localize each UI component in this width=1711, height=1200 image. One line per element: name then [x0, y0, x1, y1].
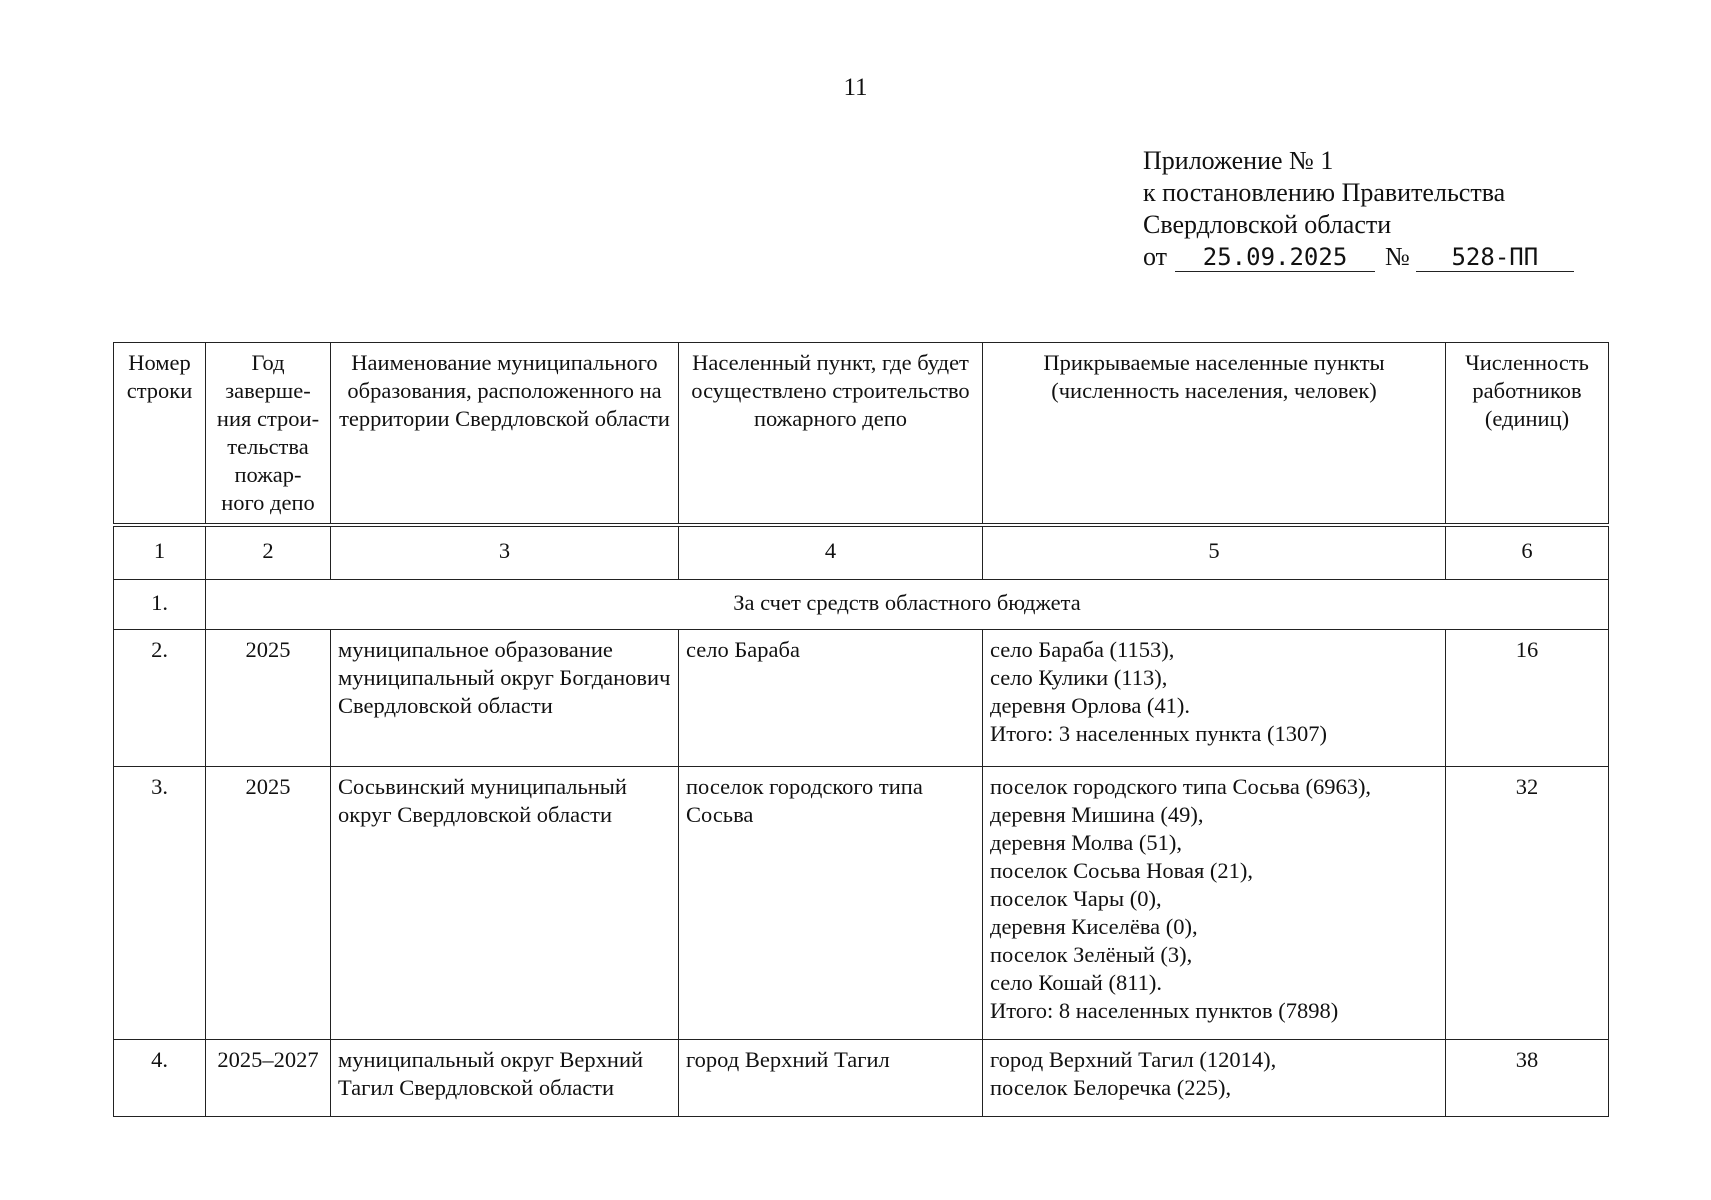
covered-settlements — [983, 630, 1446, 767]
fire-depot-table — [113, 342, 1609, 1117]
appendix-header — [1143, 145, 1574, 273]
covered-settlement-line: село Кошай (811). — [990, 970, 1162, 995]
municipality-name: муниципальный округ Верхний Тагил Свердловской области — [331, 1040, 679, 1117]
covered-settlement-line: село Бараба (1153), — [990, 637, 1175, 662]
completion-year: 2025 — [206, 630, 331, 767]
column-number: 2 — [206, 525, 331, 580]
page-number: 11 — [843, 74, 868, 101]
row-number: 2. — [114, 630, 206, 767]
table-row — [114, 630, 1609, 767]
table-row — [114, 767, 1609, 1040]
appendix-region-line: Свердловской области — [1143, 210, 1392, 239]
covered-settlement-line: деревня Киселёва (0), — [990, 914, 1198, 939]
header-construction-settlement: Населенный пункт, где будет осуществлено строительство пожарного депо — [679, 343, 983, 526]
covered-settlement-line: деревня Орлова (41). — [990, 693, 1191, 718]
header-municipality: Наименование муниципального образования, расположенного на территории Свердловской области — [331, 343, 679, 526]
column-number: 5 — [983, 525, 1446, 580]
decree-number-field: 528-ПП — [1416, 243, 1574, 272]
header-completion-year: Год заверше-ния строи-тельства пожар-ного депо — [206, 343, 331, 526]
covered-settlements — [983, 767, 1446, 1040]
column-number: 4 — [679, 525, 983, 580]
decree-date-field: 25.09.2025 — [1175, 243, 1375, 272]
covered-settlements — [983, 1040, 1446, 1117]
covered-total-line: Итого: 3 населенных пункта (1307) — [990, 721, 1327, 746]
construction-settlement: село Бараба — [679, 630, 983, 767]
section-number: 1. — [114, 580, 206, 630]
header-staff-count: Численность работников (единиц) — [1446, 343, 1609, 526]
municipality-name: муниципальное образование муниципальный округ Богданович Свердловской области — [331, 630, 679, 767]
staff-count: 38 — [1446, 1040, 1609, 1117]
covered-settlement-line: поселок Чары (0), — [990, 886, 1162, 911]
header-row — [114, 343, 1609, 526]
construction-settlement: поселок городского типа Сосьва — [679, 767, 983, 1040]
section-row — [114, 580, 1609, 630]
section-title: За счет средств областного бюджета — [206, 580, 1609, 630]
appendix-title: Приложение № 1 — [1143, 146, 1334, 175]
header-covered-settlements: Прикрываемые населенные пункты (численность населения, человек) — [983, 343, 1446, 526]
construction-settlement: город Верхний Тагил — [679, 1040, 983, 1117]
row-number: 4. — [114, 1040, 206, 1117]
appendix-decree-line: к постановлению Правительства — [1143, 178, 1506, 207]
covered-settlement-line: деревня Молва (51), — [990, 830, 1182, 855]
covered-settlement-line: поселок городского типа Сосьва (6963), — [990, 774, 1372, 799]
covered-settlement-line: деревня Мишина (49), — [990, 802, 1204, 827]
row-number: 3. — [114, 767, 206, 1040]
column-number: 3 — [331, 525, 679, 580]
covered-settlement-line: поселок Сосьва Новая (21), — [990, 858, 1254, 883]
column-number: 1 — [114, 525, 206, 580]
table-row — [114, 1040, 1609, 1117]
appendix-order-line — [1143, 241, 1574, 273]
column-number: 6 — [1446, 525, 1609, 580]
staff-count: 16 — [1446, 630, 1609, 767]
covered-total-line: Итого: 8 населенных пунктов (7898) — [990, 998, 1339, 1023]
number-sign: № — [1385, 242, 1410, 271]
covered-settlement-line: село Кулики (113), — [990, 665, 1168, 690]
staff-count: 32 — [1446, 767, 1609, 1040]
column-number-row — [114, 525, 1609, 580]
municipality-name: Сосьвинский муниципальный округ Свердловской области — [331, 767, 679, 1040]
covered-settlement-line: поселок Зелёный (3), — [990, 942, 1193, 967]
header-row-number: Номер строки — [114, 343, 206, 526]
completion-year: 2025–2027 — [206, 1040, 331, 1117]
completion-year: 2025 — [206, 767, 331, 1040]
covered-settlement-line: город Верхний Тагил (12014), — [990, 1047, 1277, 1072]
covered-settlement-line: поселок Белоречка (225), — [990, 1075, 1232, 1100]
from-label: от — [1143, 242, 1168, 271]
